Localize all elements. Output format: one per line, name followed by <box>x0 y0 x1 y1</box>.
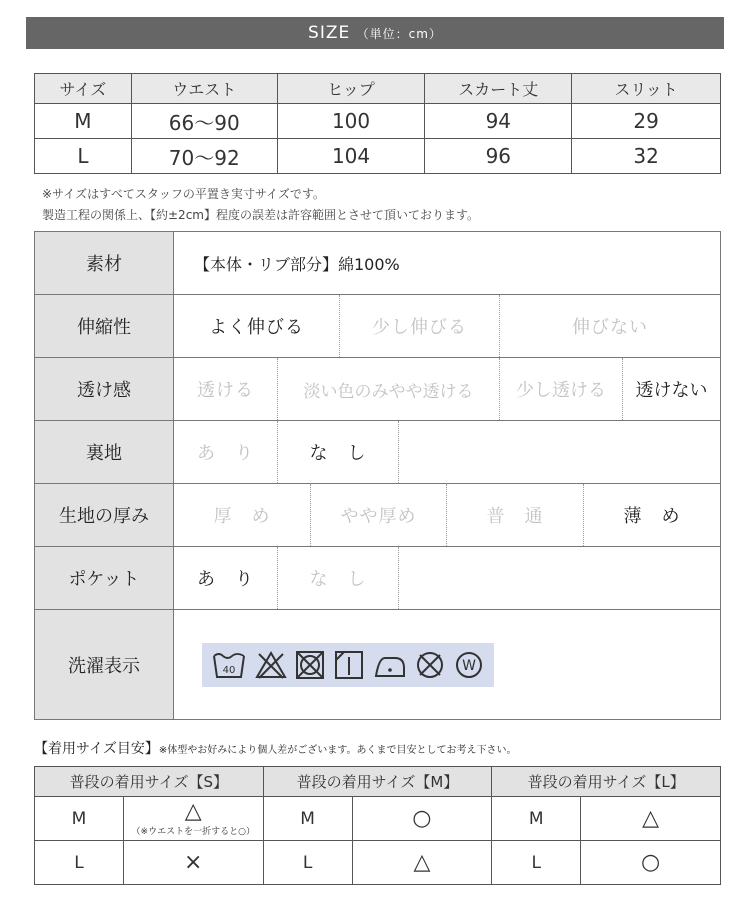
table-cell: 100 <box>277 104 425 139</box>
size-table <box>34 73 721 174</box>
option: 透ける <box>174 358 278 420</box>
fit-header: 普段の着用サイズ【M】 <box>263 767 492 797</box>
size-title: SIZE <box>308 23 351 43</box>
fit-header: 普段の着用サイズ【S】 <box>35 767 264 797</box>
table-cell: 29 <box>572 104 721 139</box>
table-row <box>35 841 721 885</box>
spec-row-material <box>35 232 720 295</box>
col-header: スカート丈 <box>425 74 572 104</box>
option: 少し伸びる <box>340 295 500 357</box>
fit-symbol: ○ <box>412 805 432 831</box>
spec-label: ポケット <box>35 547 174 609</box>
option: 厚 め <box>174 484 311 546</box>
fit-cell <box>123 797 263 841</box>
option: あ り <box>174 421 278 483</box>
col-header: ヒップ <box>277 74 425 104</box>
size-cell: M <box>263 797 352 841</box>
size-header <box>26 17 724 49</box>
option: 伸びない <box>572 317 648 338</box>
spec-row-thickness <box>35 484 720 547</box>
no-tumble-dry-icon <box>295 650 325 680</box>
fit-subtitle: ※体型やお好みにより個人差がございます。あくまで目安としてお考え下さい。 <box>158 745 517 756</box>
empty-cell <box>399 547 720 609</box>
option: やや厚め <box>311 484 447 546</box>
size-unit: （単位：cm） <box>356 27 442 41</box>
spec-label: 裏地 <box>35 421 174 483</box>
material-value: 【本体・リブ部分】綿100% <box>194 254 400 274</box>
svg-text:W: W <box>461 657 476 674</box>
no-bleach-icon <box>255 650 287 680</box>
wash-40-icon <box>212 650 246 680</box>
spec-label: 素材 <box>35 232 174 294</box>
table-cell: L <box>35 139 132 174</box>
table-cell: 70〜92 <box>131 139 277 174</box>
table-cell: 94 <box>425 104 572 139</box>
fit-header: 普段の着用サイズ【L】 <box>492 767 721 797</box>
spec-row-sheer <box>35 358 720 421</box>
table-row <box>35 104 721 139</box>
table-cell: 32 <box>572 139 721 174</box>
fit-cell <box>352 797 492 841</box>
care-label <box>202 643 494 687</box>
option: な し <box>278 547 399 609</box>
table-cell: 96 <box>425 139 572 174</box>
fit-guide-title <box>34 738 516 758</box>
size-cell: M <box>492 797 581 841</box>
option-selected: 透けない <box>635 380 708 401</box>
spec-row-stretch <box>35 295 720 358</box>
fit-symbol: △ <box>642 805 660 831</box>
spec-row-lining <box>35 421 720 484</box>
spec-table <box>34 231 721 720</box>
option-selected: あ り <box>174 547 278 609</box>
iron-icon <box>373 650 407 680</box>
spec-label: 透け感 <box>35 358 174 420</box>
fit-symbol: × <box>184 849 203 875</box>
table-row <box>35 797 721 841</box>
table-row <box>35 139 721 174</box>
spec-label: 伸縮性 <box>35 295 174 357</box>
col-header: ウエスト <box>131 74 277 104</box>
size-table-header <box>35 74 721 104</box>
spec-row-care <box>35 610 720 719</box>
col-header: スリット <box>572 74 721 104</box>
spec-label: 生地の厚み <box>35 484 174 546</box>
tolerance-note: 製造工程の関係上、【約±2cm】程度の誤差は許容範囲とさせて頂いております。 <box>42 208 480 222</box>
empty-cell <box>399 421 720 483</box>
fit-cell <box>123 841 263 885</box>
fit-title: 【着用サイズ目安】 <box>34 741 159 757</box>
fit-table <box>34 766 721 885</box>
fit-symbol: △ <box>413 849 431 875</box>
fit-cell <box>581 841 721 885</box>
fit-symbol: ○ <box>640 849 661 875</box>
no-dry-clean-icon <box>415 650 445 680</box>
size-cell: L <box>35 841 124 885</box>
fit-cell <box>581 797 721 841</box>
wet-clean-icon <box>454 650 484 680</box>
fit-header-row <box>35 767 721 797</box>
table-cell: M <box>35 104 132 139</box>
option-selected: よく伸びる <box>174 295 340 357</box>
size-note: ※サイズはすべてスタッフの平置き実寸サイズです。 <box>42 187 325 201</box>
size-cell: L <box>492 841 581 885</box>
option-selected: 薄 め <box>623 506 681 527</box>
spec-label: 洗濯表示 <box>35 610 174 719</box>
spec-row-pocket <box>35 547 720 610</box>
fit-cell <box>352 841 492 885</box>
svg-text:40: 40 <box>222 664 236 676</box>
option-selected: な し <box>278 421 399 483</box>
size-cell: M <box>35 797 124 841</box>
option: 少し透ける <box>500 358 623 420</box>
fit-note: （※ウエストを一折すると○） <box>131 826 255 837</box>
size-cell: L <box>263 841 352 885</box>
line-dry-shade-icon <box>334 650 364 680</box>
fit-symbol: △ <box>184 798 202 824</box>
table-cell: 66〜90 <box>131 104 277 139</box>
table-cell: 104 <box>277 139 425 174</box>
option: 普 通 <box>447 484 584 546</box>
option: 淡い色のみやや透ける <box>278 358 500 420</box>
col-header: サイズ <box>35 74 132 104</box>
